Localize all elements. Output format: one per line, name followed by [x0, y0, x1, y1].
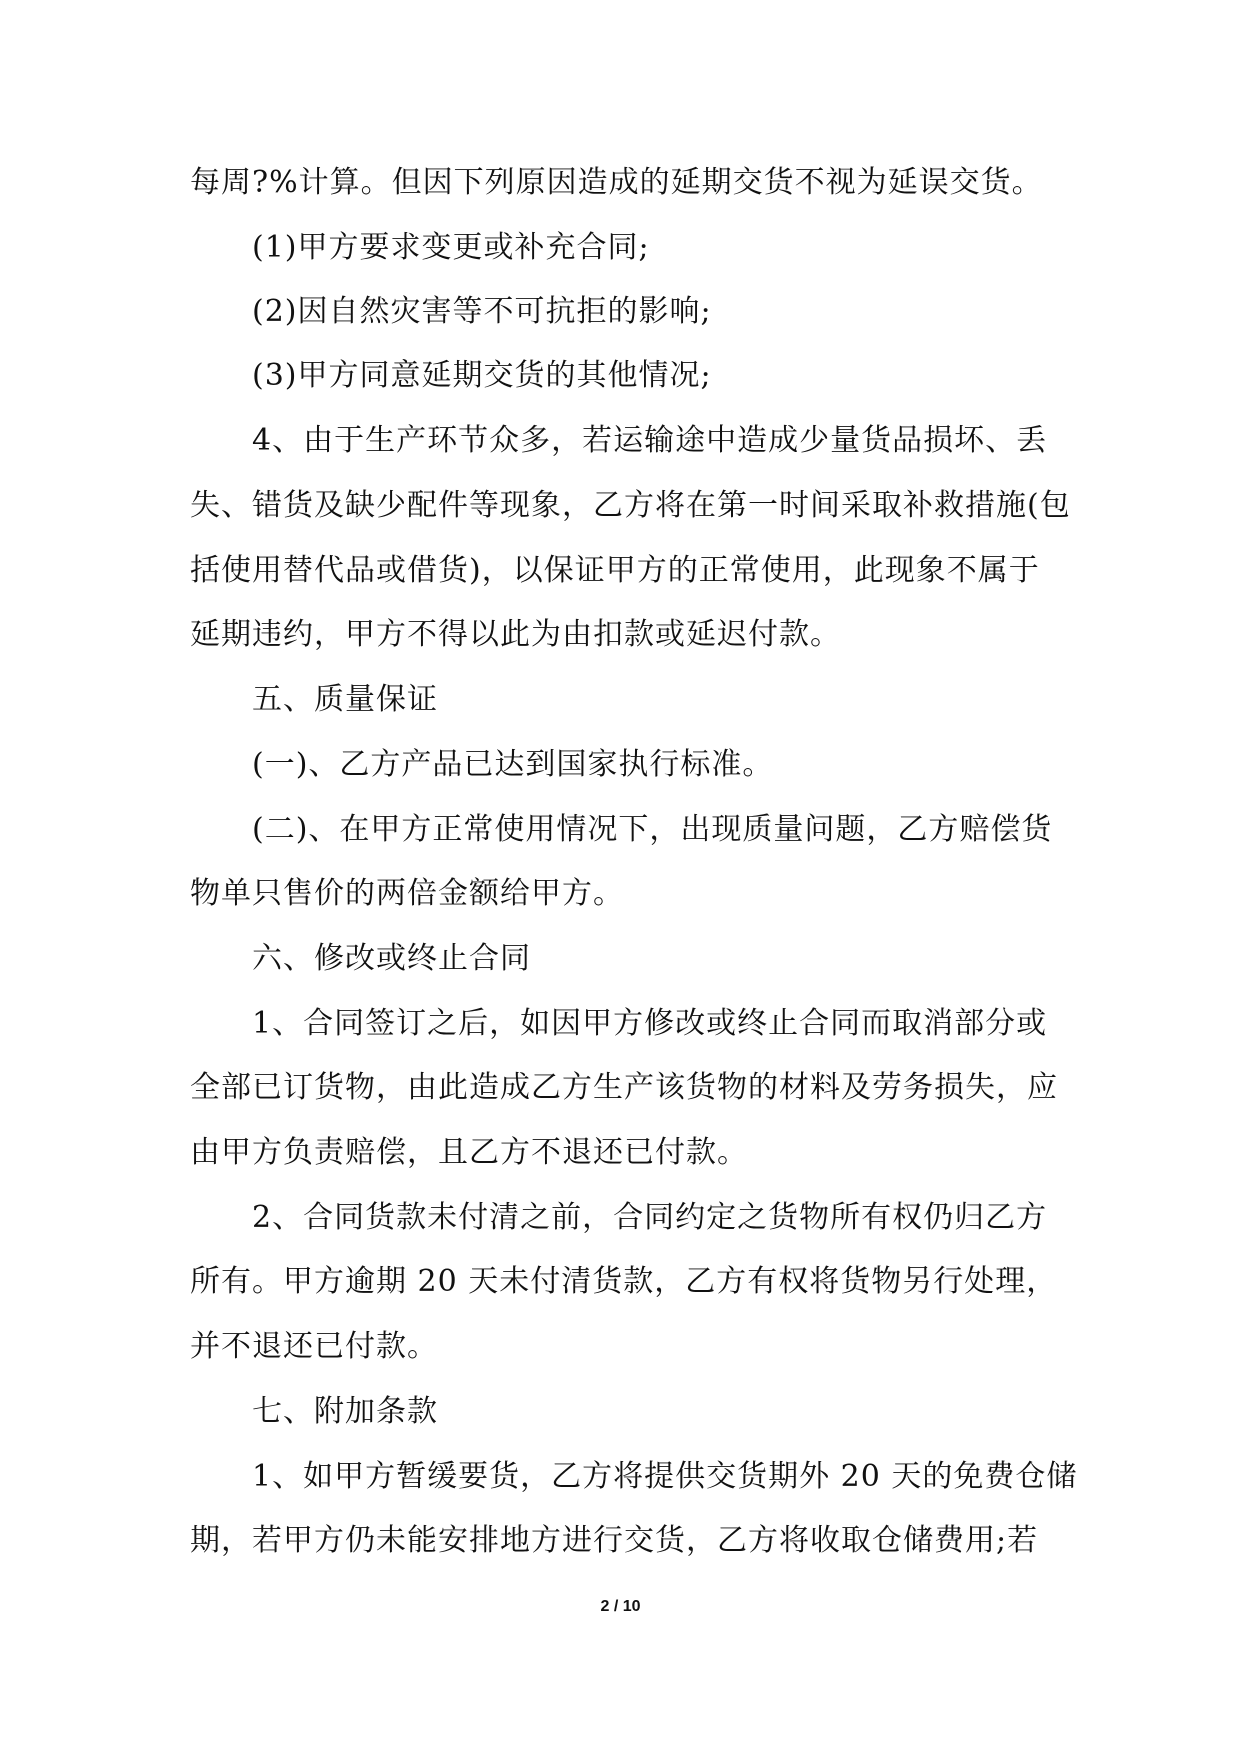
body-line: 1、如甲方暂缓要货，乙方将提供交货期外 20 天的免费仓储: [252, 1459, 1078, 1494]
list-item: (2)因自然灾害等不可抗拒的影响;: [252, 294, 712, 329]
body-line: 延期违约，甲方不得以此为由扣款或延迟付款。: [190, 617, 841, 652]
body-line: 所有。甲方逾期 20 天未付清货款，乙方有权将货物另行处理，: [190, 1264, 1058, 1299]
list-item: (3)甲方同意延期交货的其他情况;: [252, 358, 712, 393]
body-line: 由甲方负责赔偿，且乙方不退还已付款。: [190, 1135, 748, 1170]
section-heading: 五、质量保证: [252, 682, 438, 717]
body-line: 4、由于生产环节众多，若运输途中造成少量货品损坏、丢: [252, 423, 1048, 458]
section-heading: 六、修改或终止合同: [252, 941, 531, 976]
body-line: 失、错货及缺少配件等现象，乙方将在第一时间采取补救措施(包: [190, 488, 1071, 523]
page-number: 2 / 10: [600, 1598, 641, 1615]
body-line: 括使用替代品或借货)，以保证甲方的正常使用，此现象不属于: [190, 553, 1040, 588]
body-line: 1、合同签订之后，如因甲方修改或终止合同而取消部分或: [252, 1006, 1048, 1041]
body-line: (一)、乙方产品已达到国家执行标准。: [252, 747, 774, 782]
body-line: 物单只售价的两倍金额给甲方。: [190, 876, 624, 911]
section-heading: 七、附加条款: [252, 1394, 438, 1429]
body-line: 全部已订货物，由此造成乙方生产该货物的材料及劳务损失，应: [190, 1070, 1058, 1105]
body-line: 2、合同货款未付清之前，合同约定之货物所有权仍归乙方: [252, 1200, 1048, 1235]
body-line: 每周?%计算。但因下列原因造成的延期交货不视为延误交货。: [190, 165, 1043, 200]
body-line: 期，若甲方仍未能安排地方进行交货，乙方将收取仓储费用;若: [190, 1523, 1039, 1558]
list-item: (1)甲方要求变更或补充合同;: [252, 230, 650, 265]
body-line: (二)、在甲方正常使用情况下，出现质量问题，乙方赔偿货: [252, 812, 1053, 847]
body-line: 并不退还已付款。: [190, 1329, 438, 1364]
